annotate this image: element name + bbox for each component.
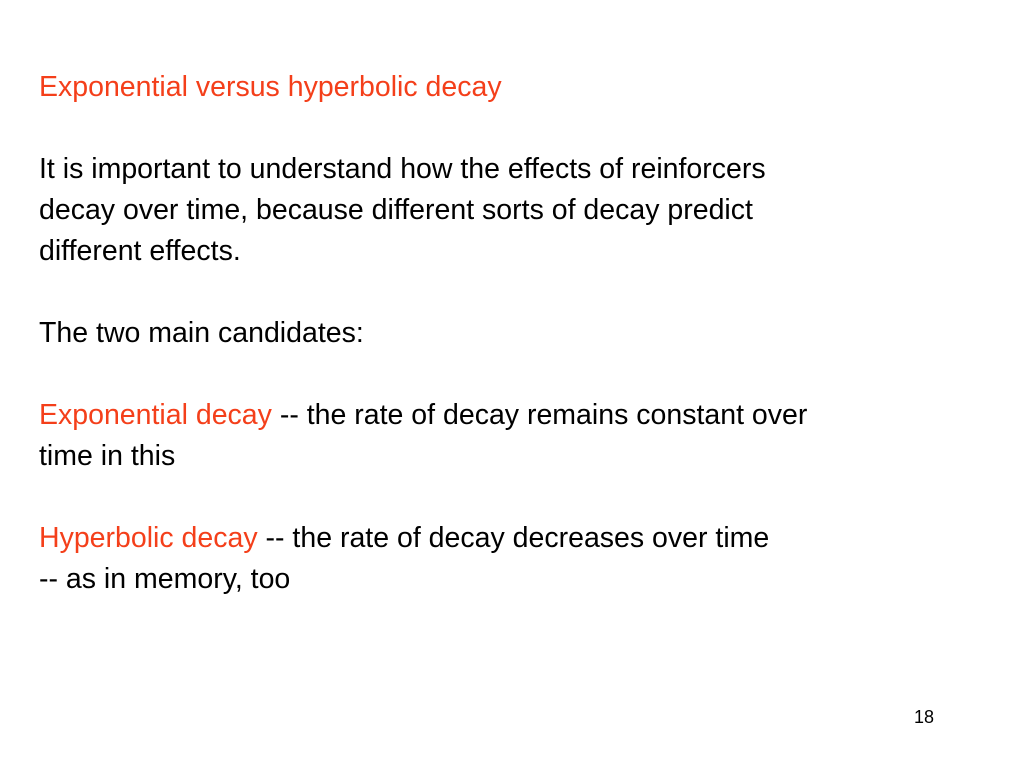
exponential-decay-line — [39, 395, 989, 436]
spacer — [39, 108, 989, 149]
intro-line-3: different effects. — [39, 235, 241, 267]
hyperbolic-decay-description: -- the rate of decay decreases over time — [257, 522, 770, 554]
intro-line-1: It is important to understand how the effects of reinforcers — [39, 153, 766, 185]
hyperbolic-decay-term: Hyperbolic decay — [39, 522, 258, 554]
slide-content — [39, 67, 989, 600]
page-number: 18 — [913, 707, 935, 727]
spacer — [39, 477, 989, 518]
spacer — [39, 272, 989, 313]
candidates-heading: The two main candidates: — [39, 317, 364, 349]
slide-title: Exponential versus hyperbolic decay — [39, 71, 502, 103]
hyperbolic-decay-description-continued: -- as in memory, too — [39, 563, 291, 595]
intro-line-2: decay over time, because different sorts of decay predict — [39, 194, 753, 226]
hyperbolic-decay-line — [39, 518, 989, 559]
spacer — [39, 354, 989, 395]
exponential-decay-term: Exponential decay — [39, 399, 272, 431]
exponential-decay-description-continued: time in this — [39, 440, 176, 472]
exponential-decay-description: -- the rate of decay remains constant over — [271, 399, 808, 431]
